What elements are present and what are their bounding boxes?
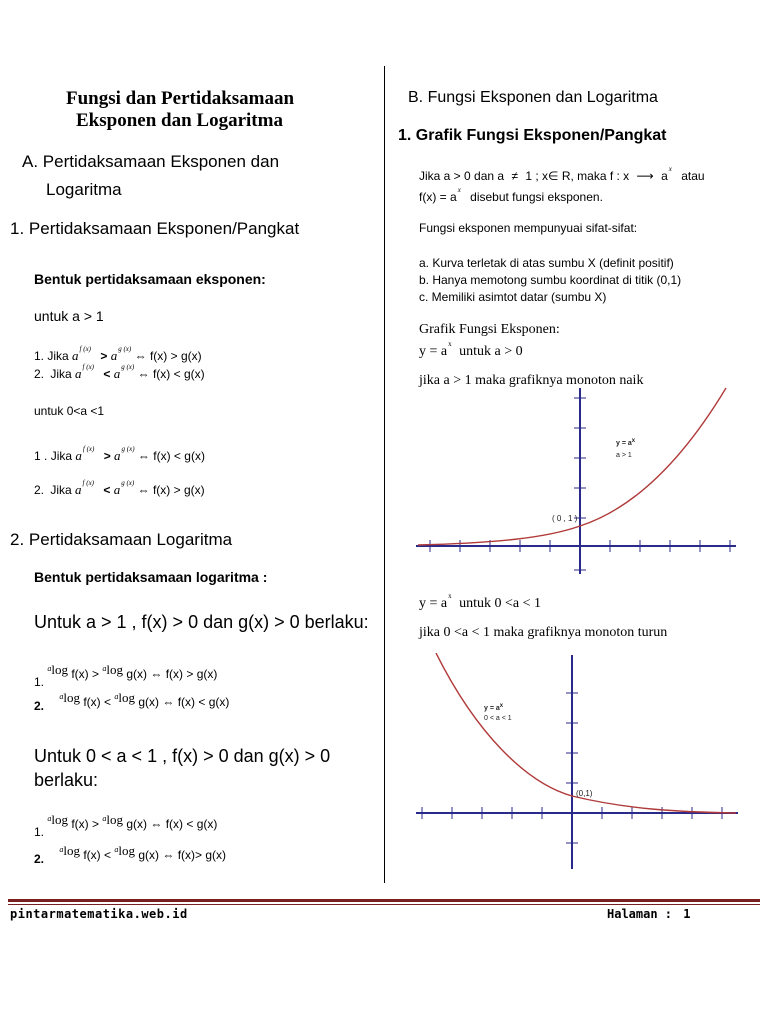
result: f(x) > g(x) — [149, 349, 202, 363]
section-a-heading-line1: A. Pertidaksamaan Eksponen dan — [22, 152, 280, 171]
graph-section-label: Grafik Fungsi Eksponen: — [419, 322, 560, 337]
result: f(x) > g(x) — [165, 667, 218, 681]
page-label: Halaman : — [607, 907, 673, 921]
arrow-symbol: ⟶ — [636, 169, 654, 183]
def-text: R, maka f : x — [561, 169, 630, 183]
exponent-fx: f (x) — [79, 345, 92, 353]
property-b: b. Hanya memotong sumbu koordinat di titik (0,1) — [419, 273, 682, 287]
def-text: f(x) = a — [419, 190, 457, 204]
iff-symbol: ⇔ — [150, 817, 163, 831]
section-b-heading: B. Fungsi Eksponen dan Logaritma — [408, 89, 658, 106]
base-a: a — [102, 814, 107, 823]
log-word: log — [118, 690, 135, 705]
subsection-1-heading: 1. Pertidaksamaan Eksponen/Pangkat — [10, 219, 300, 238]
log-condition-1: Untuk a > 1 , f(x) > 0 dan g(x) > 0 berlaku: — [34, 612, 369, 632]
gx-arg: g(x) — [126, 667, 147, 681]
exp-rule-3 — [34, 445, 205, 464]
item-number: 2. — [34, 367, 45, 381]
legend-condition: a > 1 — [616, 452, 632, 459]
item-number: 1 . — [34, 449, 48, 463]
base-a: a — [114, 692, 119, 701]
log-condition-2-line2: berlaku: — [34, 770, 99, 790]
condition: untuk a > 0 — [459, 344, 523, 359]
iff-symbol: ⇔ — [137, 449, 150, 463]
point-label: (0,1) — [576, 789, 593, 798]
iff-symbol: ⇔ — [137, 367, 150, 381]
log-word: log — [51, 812, 68, 827]
iff-symbol: ⇔ — [134, 349, 147, 363]
exponent-gx: g (x) — [121, 363, 135, 371]
base-a: a — [110, 348, 118, 363]
fx-arg: f(x) — [83, 848, 101, 862]
graph-decreasing — [416, 653, 740, 873]
exp-rule-4 — [34, 479, 205, 498]
item-number: 1. — [34, 349, 45, 363]
jika-label: Jika — [47, 349, 69, 363]
legend-condition: 0 < a < 1 — [484, 715, 512, 722]
iff-symbol: ⇔ — [150, 667, 163, 681]
lt-symbol: < — [104, 848, 112, 862]
footer-rule-thin — [8, 904, 760, 905]
footer-rule-thick — [8, 899, 760, 902]
lt-symbol: < — [103, 367, 111, 381]
fx-arg: f(x) — [71, 817, 89, 831]
log-rule-1 — [34, 662, 218, 689]
equation: y = a — [419, 596, 448, 611]
gx-arg: g(x) — [138, 848, 159, 862]
exponent-x: x — [448, 340, 452, 348]
base-a: a — [59, 692, 64, 701]
exponent-gx: g (x) — [118, 345, 132, 353]
iff-symbol: ⇔ — [162, 695, 175, 709]
result: f(x) < g(x) — [177, 695, 230, 709]
log-rule-4 — [34, 843, 227, 866]
condition-0-a-1: untuk 0<a <1 — [34, 404, 105, 418]
exponent-fx: f (x) — [82, 479, 95, 487]
fx-arg: f(x) — [71, 667, 89, 681]
def-text: a — [661, 169, 668, 183]
base-a: a — [59, 845, 64, 854]
gt-symbol: > — [92, 817, 100, 831]
log-word: log — [106, 812, 123, 827]
exponent-x: x — [457, 186, 461, 194]
log-word: log — [118, 843, 135, 858]
bentuk-eksponen-label: Bentuk pertidaksamaan eksponen: — [34, 271, 266, 287]
gx-arg: g(x) — [138, 695, 159, 709]
base-a: a — [47, 664, 52, 673]
base-a: a — [114, 448, 121, 463]
equation: y = a — [419, 344, 448, 359]
column-divider — [384, 66, 385, 883]
exponent-gx: g (x) — [121, 479, 135, 487]
jika-label: Jika — [50, 449, 73, 463]
exponent-gx: g (x) — [121, 445, 135, 453]
exponent-x: x — [668, 165, 672, 173]
item-number: 1. — [34, 675, 45, 689]
item-number: 1. — [34, 825, 45, 839]
result: f(x) < g(x) — [165, 817, 218, 831]
base-a: a — [113, 366, 121, 381]
condition: untuk 0 <a < 1 — [459, 596, 542, 611]
decreasing-caption: jika 0 <a < 1 maka grafiknya monoton turun — [419, 625, 668, 640]
def-text: atau — [681, 169, 705, 183]
result: f(x)> g(x) — [177, 848, 227, 862]
base-a: a — [75, 366, 82, 381]
log-word: log — [51, 662, 68, 677]
gt-symbol: > — [103, 449, 111, 463]
graph2-equation-line — [419, 592, 541, 612]
graph-equation-line — [419, 340, 523, 360]
result: f(x) < g(x) — [152, 367, 205, 381]
fx-arg: f(x) — [83, 695, 101, 709]
jika-label: Jika — [50, 367, 72, 381]
exponent-x: x — [448, 592, 452, 600]
exponent-fx: f (x) — [82, 363, 95, 371]
page-number: 1 — [683, 907, 691, 921]
definition-line1 — [419, 165, 705, 183]
base-a: a — [102, 664, 107, 673]
exp-rule-1 — [34, 345, 202, 364]
result: f(x) > g(x) — [152, 483, 205, 497]
item-number: 2. — [34, 483, 45, 497]
base-a: a — [75, 482, 82, 497]
result: f(x) < g(x) — [153, 449, 205, 463]
point-label: ( 0 , 1 ) — [552, 514, 578, 523]
section-a-heading-line2: Logaritma — [46, 180, 122, 199]
jika-label: Jika — [50, 483, 72, 497]
item-number: 2. — [34, 699, 45, 713]
element-of-symbol: ∈ — [548, 169, 559, 183]
gx-arg: g(x) — [126, 817, 147, 831]
page-title-line1: Fungsi dan Pertidaksamaan — [66, 88, 295, 109]
gt-symbol: > — [100, 349, 108, 363]
graph-increasing — [416, 386, 740, 578]
log-rule-3 — [34, 812, 218, 839]
footer-site: pintarmatematika.web.id — [10, 907, 188, 921]
right-subsection-1-heading: 1. Grafik Fungsi Eksponen/Pangkat — [398, 127, 667, 144]
legend-equation: y = ax — [484, 703, 504, 712]
gt-symbol: > — [92, 667, 100, 681]
legend-equation: y = ax — [616, 438, 636, 447]
def-text: Jika a > 0 dan a — [419, 169, 505, 183]
definition-line2 — [419, 186, 603, 204]
base-a: a — [47, 814, 52, 823]
log-word: log — [63, 690, 80, 705]
log-word: log — [106, 662, 123, 677]
bentuk-log-label: Bentuk pertidaksamaan logaritma : — [34, 569, 268, 585]
properties-intro: Fungsi eksponen mempunyuai sifat-sifat: — [419, 221, 638, 235]
log-rule-2 — [34, 690, 230, 713]
lt-symbol: < — [103, 483, 111, 497]
base-a: a — [75, 448, 82, 463]
footer-page — [607, 907, 691, 921]
item-number: 2. — [34, 852, 45, 866]
increasing-caption: jika a > 1 maka grafiknya monoton naik — [419, 373, 644, 388]
lt-symbol: < — [104, 695, 112, 709]
def-text: disebut fungsi eksponen. — [470, 190, 603, 204]
exponent-fx: f (x) — [82, 445, 95, 453]
neq-symbol: ≠ — [511, 169, 518, 183]
exp-rule-2 — [34, 363, 205, 382]
iff-symbol: ⇔ — [162, 848, 175, 862]
subsection-2-heading: 2. Pertidaksamaan Logaritma — [10, 530, 233, 549]
base-a: a — [113, 482, 121, 497]
def-text: 1 ; x — [525, 169, 549, 183]
page-title-line2: Eksponen dan Logaritma — [76, 110, 283, 131]
base-a: a — [72, 348, 79, 363]
property-a: a. Kurva terletak di atas sumbu X (definit positif) — [419, 256, 674, 270]
property-c: c. Memiliki asimtot datar (sumbu X) — [419, 290, 607, 304]
base-a: a — [114, 845, 119, 854]
log-condition-2-line1: Untuk 0 < a < 1 , f(x) > 0 dan g(x) > 0 — [34, 746, 331, 766]
iff-symbol: ⇔ — [137, 483, 150, 497]
log-word: log — [63, 843, 80, 858]
condition-a-gt-1: untuk a > 1 — [34, 308, 104, 324]
